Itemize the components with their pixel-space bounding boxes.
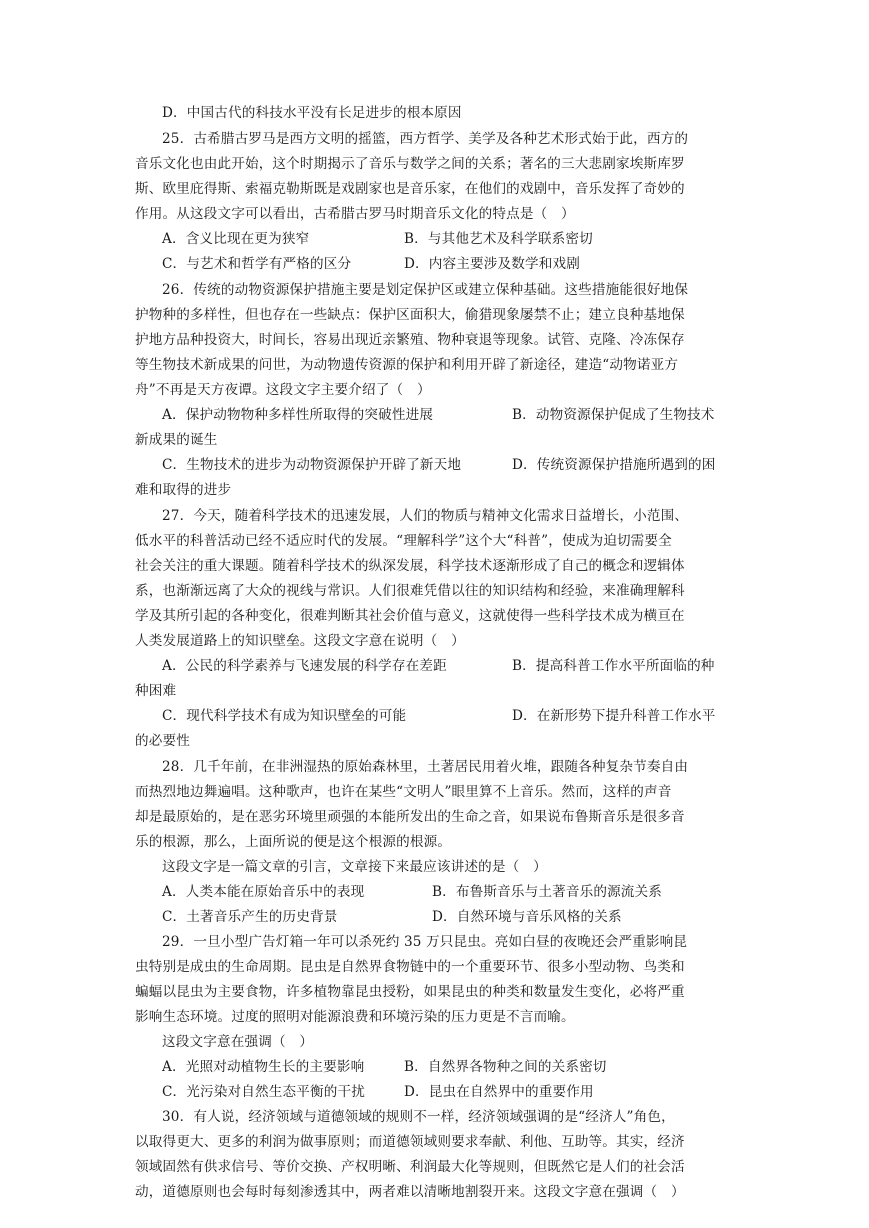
q26-option-b: B．动物资源保护促成了生物技术 [512, 407, 715, 423]
q27-text-line-4: 系，也渐渐远离了大众的视线与常识。人们很难凭借以往的知识结构和经验，来准确理解科 [135, 583, 685, 599]
q25-text-line-4: 作用。从这段文字可以看出，古希腊古罗马时期音乐文化的特点是（ ） [135, 206, 575, 222]
q27-option-d-cont: 的必要性 [135, 733, 190, 749]
q25-option-a: A．含义比现在更为狭窄 [162, 231, 310, 247]
q29-option-c: C．光污染对自然生态平衡的干扰 [162, 1084, 365, 1100]
q26-text-line-1: 26．传统的动物资源保护措施主要是划定保护区或建立保种基础。这些措施能很好地保 [162, 281, 689, 298]
q25-text-line-3: 斯、欧里庇得斯、索福克勒斯既是戏剧家也是音乐家，在他们的戏剧中，音乐发挥了奇妙的 [135, 181, 685, 197]
q27-text-line-6: 人类发展道路上的知识壁垒。这段文字意在说明（ ） [135, 633, 465, 649]
q27-text-line-2: 低水平的科普活动已经不适应时代的发展。“理解科学”这个大“科普”，使成为迫切需要全 [135, 532, 672, 549]
q30-text-line-4: 动，道德原则也会每时每刻渗透其中，两者难以清晰地割裂开来。这段文字意在强调（ ） [135, 1184, 685, 1200]
q30-text-line-2: 以取得更大、更多的利润为做事原则；而道德领域则要求奉献、利他、互助等。其实，经济 [135, 1134, 685, 1150]
q27-option-b-cont: 种困难 [135, 683, 177, 699]
q26-text-line-5: 舟”不再是天方夜谭。这段文字主要介绍了（ ） [135, 382, 431, 398]
q28-question: 这段文字是一篇文章的引言，文章接下来最应该讲述的是（ ） [162, 859, 547, 875]
q29-text-line-3: 蝙蝠以昆虫为主要食物，许多植物靠昆虫授粉，如果昆虫的种类和数量发生变化，必将严重 [135, 984, 685, 1000]
q25-option-c: C．与艺术和哲学有严格的区分 [162, 256, 352, 272]
q28-text-line-3: 却是最原始的，是在恶劣环境里顽强的本能所发出的生命之音，如果说布鲁斯音乐是很多音 [135, 808, 685, 825]
q29-text-line-1: 29．一旦小型广告灯箱一年可以杀死约 35 万只昆虫。亮如白昼的夜晚还会严重影响昆 [162, 934, 688, 950]
q27-option-c: C．现代科学技术有成为知识壁垒的可能 [162, 708, 407, 724]
q27-option-d: D．在新形势下提升科普工作水平 [512, 708, 716, 724]
q28-option-d: D．自然环境与音乐风格的关系 [432, 909, 622, 925]
q28-option-a: A．人类本能在原始音乐中的表现 [162, 884, 365, 900]
q28-text-line-4: 乐的根源，那么，上面所说的便是这个根源的根源。 [135, 834, 452, 850]
q27-text-line-5: 学及其所引起的各种变化，很难判断其社会价值与意义，这就使得一些科学技术成为横亘在 [135, 608, 685, 624]
q29-option-d: D．昆虫在自然界中的重要作用 [404, 1084, 594, 1100]
q29-question: 这段文字意在强调（ ） [162, 1034, 314, 1050]
q26-option-d: D．传统资源保护措施所遇到的困 [512, 457, 716, 473]
q26-text-line-3: 护地方品种投资大，时间长，容易出现近亲繁殖、物种衰退等现象。试管、克隆、冷冻保存 [135, 332, 685, 348]
q26-text-line-4: 等生物技术新成果的问世，为动物遗传资源的保护和利用开辟了新途径，建造“动物诺亚方 [135, 357, 679, 373]
q26-option-a: A．保护动物物种多样性所取得的突破性进展 [162, 407, 434, 423]
q29-option-a: A．光照对动植物生长的主要影响 [162, 1059, 365, 1075]
q26-text-line-2: 护物种的多样性，但也存在一些缺点：保护区面积大，偷猎现象屡禁不止；建立良种基地保 [135, 307, 685, 323]
q29-text-line-4: 影响生态环境。过度的照明对能源浪费和环境污染的压力更是不言而喻。 [135, 1009, 575, 1025]
q27-text-line-1: 27．今天，随着科学技术的迅速发展，人们的物质与精神文化需求日益增长，小范围、 [162, 507, 689, 524]
q25-option-d: D．内容主要涉及数学和戏剧 [404, 256, 580, 272]
q28-text-line-2: 而热烈地边舞遍唱。这种歌声，也许在某些“文明人”眼里算不上音乐。然而，这样的声音 [135, 783, 672, 800]
q26-option-c: C．生物技术的进步为动物资源保护开辟了新天地 [162, 457, 462, 473]
q26-option-b-cont: 新成果的诞生 [135, 432, 218, 448]
q30-text-line-3: 领域固然有供求信号、等价交换、产权明晰、利润最大化等规则，但既然它是人们的社会活 [135, 1159, 685, 1175]
q30-text-line-1: 30．有人说，经济领域与道德领域的规则不一样，经济领域强调的是“经济人”角色， [162, 1109, 675, 1125]
q28-option-b: B．布鲁斯音乐与土著音乐的源流关系 [432, 884, 663, 900]
q28-option-c: C．土著音乐产生的历史背景 [162, 909, 338, 925]
q27-text-line-3: 社会关注的重大课题。随着科学技术的纵深发展，科学技术逐渐形成了自己的概念和逻辑体 [135, 557, 685, 574]
q27-option-b: B．提高科普工作水平所面临的种 [512, 658, 715, 674]
q25-option-b: B．与其他艺术及科学联系密切 [404, 231, 593, 247]
q25-text-line-1: 25．古希腊古罗马是西方文明的摇篮，西方哲学、美学及各种艺术形式始于此，西方的 [162, 131, 689, 147]
q26-option-d-cont: 难和取得的进步 [135, 482, 232, 498]
q29-text-line-2: 虫特别是成虫的生命周期。昆虫是自然界食物链中的一个重要环节、很多小型动物、鸟类和 [135, 959, 685, 975]
q29-option-b: B．自然界各物种之间的关系密切 [404, 1059, 607, 1075]
q28-text-line-1: 28．几千年前，在非洲湿热的原始森林里，土著居民用着火堆，跟随各种复杂节奏自由 [162, 758, 689, 775]
q25-text-line-2: 音乐文化也由此开始，这个时期揭示了音乐与数学之间的关系；著名的三大悲剧家埃斯库罗 [135, 156, 685, 172]
q24-option-d: D．中国古代的科技水平没有长足进步的根本原因 [162, 105, 462, 121]
q27-option-a: A．公民的科学素养与飞速发展的科学存在差距 [162, 658, 447, 674]
